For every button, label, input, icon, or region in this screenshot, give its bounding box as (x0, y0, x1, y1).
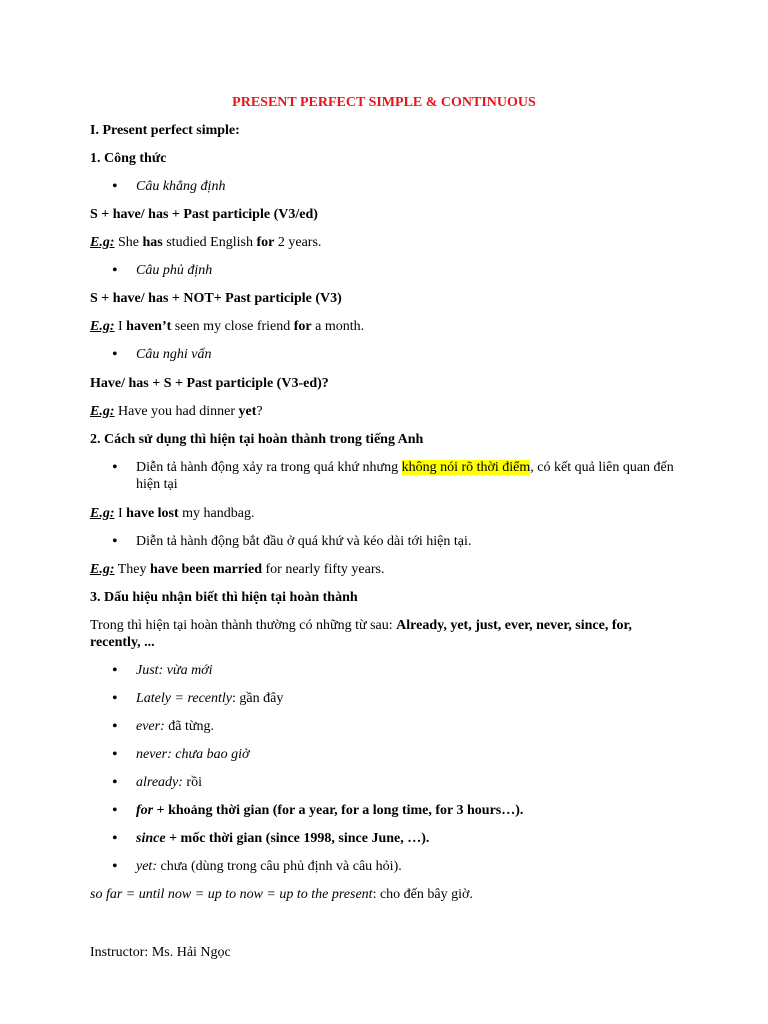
usage1-example (90, 505, 690, 522)
example-text: They (117, 562, 147, 577)
example-text: 2 years. (277, 235, 322, 250)
example-text: Have you had dinner (118, 404, 236, 419)
section-heading: I. Present perfect simple: (90, 123, 240, 138)
bullet-icon: • (112, 662, 118, 679)
sign-meaning: + mốc thời gian (since 1998, since June, …). (165, 831, 430, 846)
question-formula: Have/ has + S + Past participle (V3-ed)? (90, 376, 329, 391)
example-text: I (118, 506, 123, 521)
signs-intro-text: Trong thì hiện tại hoàn thành thường có những từ sau: (90, 618, 393, 633)
example-keyword: yet (238, 404, 257, 419)
usage2-example (90, 561, 690, 578)
footer-instructor: Instructor: Ms. Hải Ngọc (90, 945, 231, 960)
bullet-icon: • (112, 858, 118, 875)
bullet-icon: • (112, 690, 118, 707)
bullet-icon: • (112, 802, 118, 819)
example-text: seen my close friend (174, 319, 291, 334)
affirmative-label: Câu khẳng định (136, 179, 226, 194)
bullet-icon: • (112, 830, 118, 847)
sign-term: ever: (136, 719, 165, 734)
example-text: studied English (166, 235, 253, 250)
subheading-formula: 1. Công thức (90, 151, 167, 166)
highlighted-text: không nói rõ thời điểm (401, 460, 531, 475)
example-keyword: have lost (126, 506, 179, 521)
sign-meaning: : gần đây (232, 691, 284, 706)
sign-term: Just: vừa mới (136, 663, 213, 678)
negative-example (90, 318, 690, 335)
bullet-icon: • (112, 459, 118, 476)
sign-item (136, 746, 681, 763)
affirmative-formula: S + have/ has + Past participle (V3/ed) (90, 207, 318, 222)
example-label: E.g: (90, 404, 115, 419)
sign-term: Lately = recently (136, 691, 233, 706)
sign-meaning: chưa (dùng trong câu phủ định và câu hỏi). (156, 859, 402, 874)
affirmative-example (90, 234, 690, 251)
subheading-usage: 2. Cách sử dụng thì hiện tại hoàn thành trong tiếng Anh (90, 432, 424, 447)
sign-item (136, 774, 681, 791)
bullet-icon: • (112, 178, 118, 195)
so-far-meaning: : cho đến bây giờ. (372, 887, 473, 902)
usage-text: , có kết quả liên quan đến hiện tại (136, 460, 674, 492)
bullet-icon: • (112, 774, 118, 791)
usage-item (136, 459, 681, 493)
usage-item: Diễn tả hành động bắt đầu ở quá khứ và kéo dài tới hiện tại. (136, 534, 472, 549)
sign-item (136, 830, 681, 847)
subheading-signs: 3. Dấu hiệu nhận biết thì hiện tại hoàn thành (90, 590, 358, 605)
sign-meaning: đã từng. (164, 719, 214, 734)
example-text: for nearly fifty years. (265, 562, 385, 577)
negative-formula: S + have/ has + NOT+ Past participle (V3) (90, 291, 342, 306)
so-far-line (90, 886, 690, 903)
example-text: my handbag. (182, 506, 255, 521)
bullet-icon: • (112, 746, 118, 763)
sign-meaning: rồi (182, 775, 202, 790)
signs-intro (90, 617, 650, 651)
example-keyword: for (293, 319, 312, 334)
example-keyword: for (256, 235, 275, 250)
usage-text: Diễn tả hành động xảy ra trong quá khứ nhưng (136, 460, 399, 475)
bullet-icon: • (112, 262, 118, 279)
example-keyword: haven’t (126, 319, 172, 334)
page-title: PRESENT PERFECT SIMPLE & CONTINUOUS (232, 95, 536, 110)
example-label: E.g: (90, 319, 115, 334)
example-text: I (118, 319, 123, 334)
negative-label: Câu phủ định (136, 263, 213, 278)
sign-term: never: chưa bao giờ (136, 747, 250, 762)
example-keyword: has (142, 235, 163, 250)
sign-term: yet: (136, 859, 157, 874)
example-text: ? (256, 404, 263, 419)
bullet-icon: • (112, 718, 118, 735)
example-label: E.g: (90, 506, 115, 521)
question-label: Câu nghi vấn (136, 347, 212, 362)
sign-item (136, 662, 681, 679)
sign-term: already: (136, 775, 183, 790)
example-label: E.g: (90, 562, 115, 577)
sign-item (136, 858, 681, 875)
example-keyword: have been married (150, 562, 262, 577)
sign-term: for (136, 803, 154, 818)
question-example (90, 403, 690, 420)
sign-item (136, 802, 681, 819)
example-text: a month. (315, 319, 365, 334)
sign-item (136, 718, 681, 735)
sign-item (136, 690, 681, 707)
bullet-icon: • (112, 346, 118, 363)
example-text: She (118, 235, 139, 250)
sign-meaning: + khoảng thời gian (for a year, for a long time, for 3 hours…). (153, 803, 524, 818)
example-label: E.g: (90, 235, 115, 250)
signs-keywords: Already, yet, just, ever, never, since, for, recently, ... (90, 618, 632, 650)
bullet-icon: • (112, 533, 118, 550)
so-far-term: so far = until now = up to now = up to the present (90, 887, 373, 902)
sign-term: since (136, 831, 166, 846)
